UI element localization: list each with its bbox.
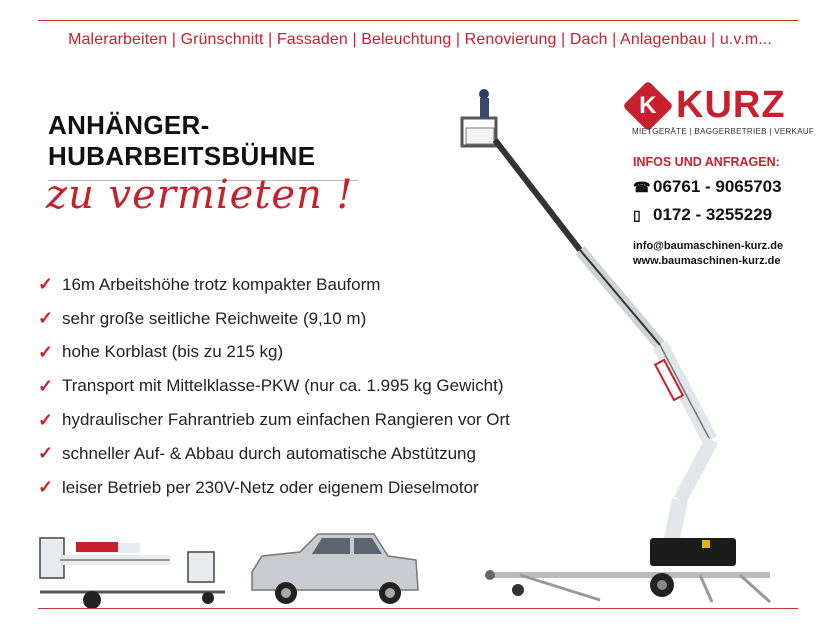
kurz-logo xyxy=(630,84,786,127)
services-line: Malerarbeiten | Grünschnitt | Fassaden | Beleuchtung | Renovierung | Dach | Anlagenbau | u.v.m... xyxy=(68,31,772,48)
check-icon: ✓ xyxy=(38,443,54,464)
check-icon: ✓ xyxy=(38,308,54,329)
feature-text: schneller Auf- & Abbau durch automatische Abstützung xyxy=(62,443,476,463)
website-link[interactable]: www.baumaschinen-kurz.de xyxy=(633,255,781,267)
check-icon: ✓ xyxy=(38,477,54,498)
check-icon: ✓ xyxy=(38,409,54,430)
trailer-thumbnail xyxy=(40,538,225,609)
check-icon: ✓ xyxy=(38,274,54,295)
feature-text: Transport mit Mittelklasse-PKW (nur ca. 1.995 kg Gewicht) xyxy=(62,376,504,396)
logo-letter: K xyxy=(639,91,657,119)
feature-text: 16m Arbeitshöhe trotz kompakter Bauform xyxy=(62,274,381,294)
logo-wordmark: KURZ xyxy=(676,84,786,126)
logo-mark xyxy=(623,80,674,131)
feature-text: hydraulischer Fahrantrieb zum einfachen Rangieren vor Ort xyxy=(62,410,510,430)
pickup-truck-thumbnail xyxy=(252,534,418,604)
headline-line-2: HUBARBEITSBÜHNE xyxy=(48,141,316,171)
check-icon: ✓ xyxy=(38,375,54,396)
phone-mobile-row xyxy=(633,205,772,225)
feature-text: leiser Betrieb per 230V-Netz oder eigenem Dieselmotor xyxy=(62,477,479,497)
rental-script-text: zu vermieten ! xyxy=(46,172,354,218)
email-link[interactable]: info@baumaschinen-kurz.de xyxy=(633,240,784,252)
headline-line-1: ANHÄNGER- xyxy=(48,110,210,140)
feature-text: sehr große seitliche Reichweite (9,10 m) xyxy=(62,308,367,328)
logo-subline: MIETGERÄTE | BAGGERBETRIEB | VERKAUF xyxy=(632,127,815,136)
contact-heading: INFOS UND ANFRAGEN: xyxy=(633,155,780,169)
phone-landline-row xyxy=(633,177,782,197)
mobile-icon: ▯ xyxy=(633,207,641,223)
phone-landline[interactable]: 06761 - 9065703 xyxy=(653,177,782,196)
feature-text: hohe Korblast (bis zu 215 kg) xyxy=(62,342,284,362)
phone-icon: ☎ xyxy=(633,179,651,195)
phone-mobile[interactable]: 0172 - 3255229 xyxy=(653,205,773,224)
bottom-rule xyxy=(38,608,798,609)
check-icon: ✓ xyxy=(38,341,54,362)
